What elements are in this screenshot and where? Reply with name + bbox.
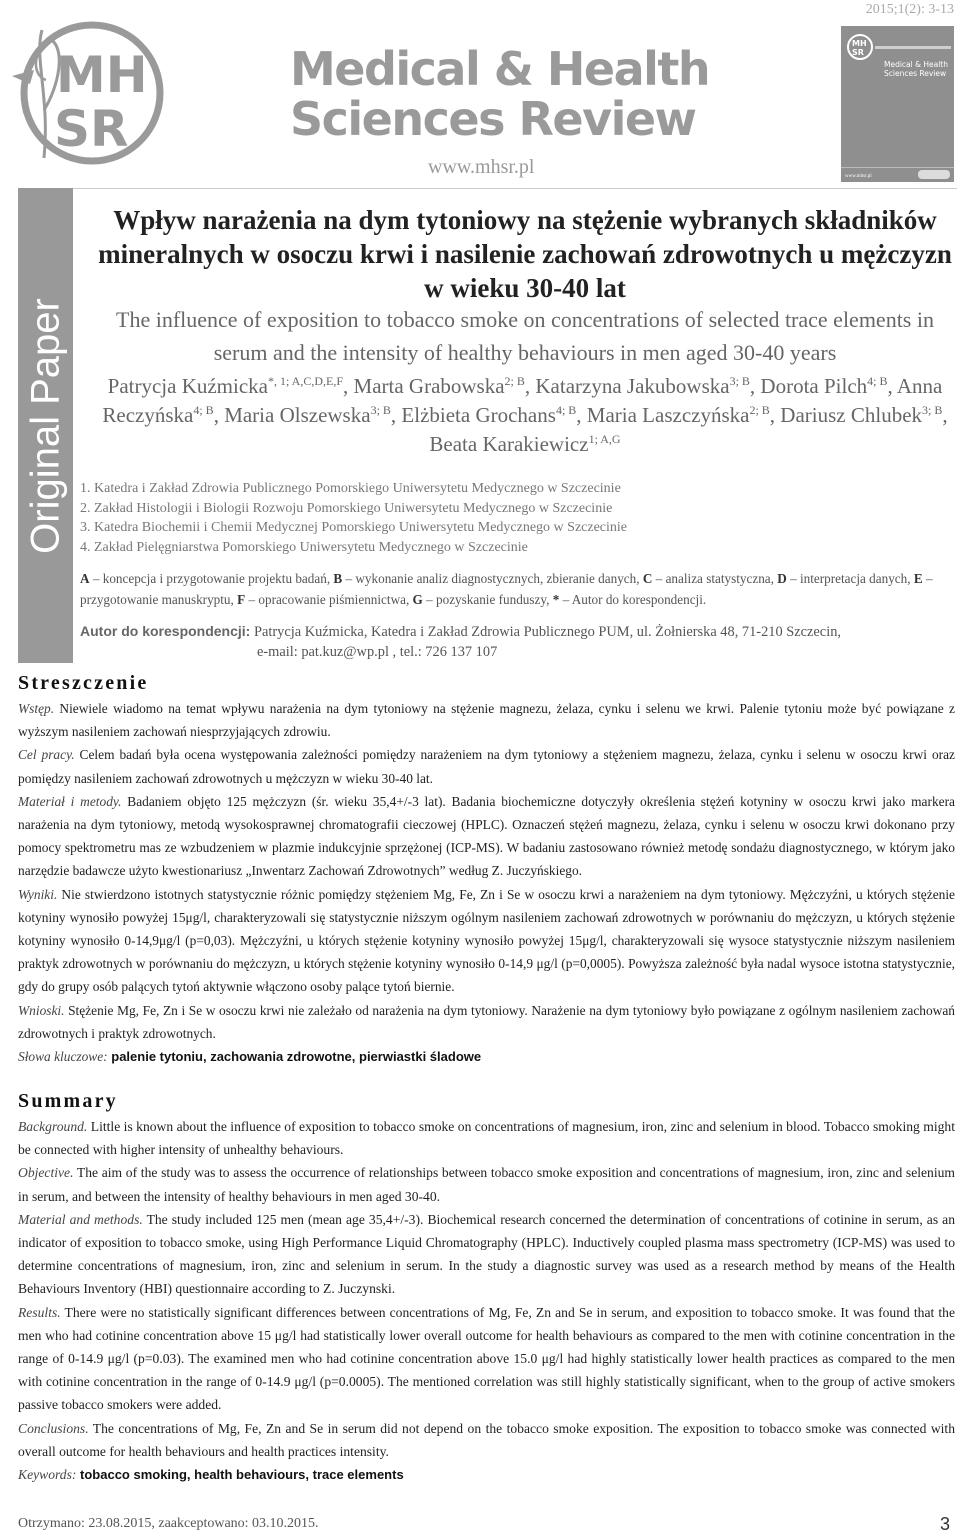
paragraph-text: Badaniem objęto 125 mężczyzn (śr. wieku 35,4+/-3 lat). Badania biochemiczne dotyczyły określenia stężeń kotyniny w osoczu krwi jako markera narażenia na dym tytoniowy, metodą wysokosprawnej chromatografii cieczowej (HPLC). Oznaczeń stężeń magnezu, żelaza, cynku i selenu w osoczu krwi dokonano przy pomocy spektrometru mas ze wzbudzeniem w plazmie indukcyjnie sprzężonej (ICP-MS). W badaniu zastosowano również metodę sondażu diagnostycznego, w którym jako narzędzie badawcze użyto kwestionariusz „Inwentarz Zachowań Zdrowotnych” według Z. Juczyńskiego. (18, 793, 955, 879)
abstract-paragraph (18, 1301, 955, 1417)
mhsr-logo-mark (4, 18, 176, 168)
svg-text:SR: SR (852, 48, 864, 57)
paragraph-text: Stężenie Mg, Fe, Zn i Se w osoczu krwi nie zależało od narażenia na dym tytoniowy. Narażenie na dym tytoniowy było powiązane z ogólnym nasileniem zachowań zdrowotnych i praktyk zdrowotnych. (18, 1002, 955, 1041)
paragraph-label: Results. (18, 1304, 61, 1320)
paragraph-label: Background. (18, 1119, 88, 1134)
author-affiliation-marker: 2; B (749, 403, 770, 417)
author-affiliation-marker: 3; B (729, 374, 750, 388)
paragraph-label: Materiał i metody. (18, 793, 122, 809)
journal-logo (4, 18, 176, 168)
author-separator: , (524, 374, 536, 398)
paragraph-label: Wstęp. (18, 701, 55, 716)
author-separator: , (749, 374, 761, 398)
author-name: Dariusz Chlubek (780, 403, 923, 427)
cover-title: Medical & Health Sciences Review (884, 60, 948, 78)
contribution-key: G (412, 592, 423, 607)
article-type-label (18, 188, 73, 663)
author-affiliation-marker: 4; B (555, 403, 577, 417)
author-name: Katarzyna Jakubowska (535, 374, 730, 398)
paragraph-label: Wnioski. (18, 1002, 65, 1018)
keywords-list: palenie tytoniu, zachowania zdrowotne, pierwiastki śladowe (107, 1049, 482, 1065)
logo-text-sr: SR (54, 100, 129, 158)
cover-url: www.mhsr.pl (845, 174, 872, 179)
abstract-paragraph (18, 1161, 955, 1207)
contribution-text: – przygotowanie manuskryptu, (80, 571, 933, 607)
paragraph-text: Little is known about the influence of exposition to tobacco smoke on concentrations of magnesium, iron, zinc and selenium in blood. Tobacco smoking might be connected with higher intensity of unhealthy behaviours. (18, 1119, 955, 1158)
keywords (18, 1045, 955, 1068)
author-name: Anna Reczyńska (102, 374, 943, 427)
paragraph-label: Conclusions. (18, 1420, 89, 1436)
author-name: Patrycja Kuźmicka (107, 374, 268, 398)
article-type-text: Original Paper (23, 297, 67, 554)
keywords-label: Słowa kluczowe: (18, 1049, 108, 1065)
contribution-text: – wykonanie analiz diagnostycznych, zbieranie danych, (342, 571, 643, 586)
author-contributions (80, 568, 954, 610)
contribution-text: – interpretacja danych, (786, 571, 914, 586)
author-name: Beata Karakiewicz (429, 432, 589, 456)
author-affiliation-marker: 4; B (867, 374, 888, 388)
affiliation-line: 4. Zakład Pielęgniarstwa Pomorskiego Uniwersytetu Medycznego w Szczecinie (80, 539, 528, 555)
author-name: Marta Grabowska (353, 374, 505, 398)
abstract-paragraph (18, 1115, 955, 1161)
article-title-english: The influence of exposition to tobacco smoke on concentrations of selected trace elements in serum and the intensity of healthy behaviours in men aged 30-40 years (116, 307, 934, 365)
abstract-english (18, 1115, 955, 1486)
abstract-paragraph (18, 1417, 955, 1463)
journal-name-line2: Sciences Review (290, 92, 696, 146)
contribution-text: – opracowanie piśmiennictwa, (245, 592, 413, 607)
affiliation-line: 3. Katedra Biochemii i Chemii Medycznej Pomorskiego Uniwersytetu Medycznego w Szczecinie (80, 520, 628, 535)
contribution-key: * (552, 592, 560, 607)
cover-publisher-badge (918, 170, 950, 179)
heading-summary: Summary (18, 1090, 118, 1112)
abstract-paragraph (18, 697, 955, 743)
paragraph-text: The aim of the study was to assess the occurrence of relationships between tobacco smoke exposition and concentrations of magnesium, iron, zinc and selenium in serum, and between the intensity of healthy behaviours in men aged 30-40. (18, 1165, 955, 1204)
paragraph-text: There were no statistically significant differences between concentrations of Mg, Fe, Zn and Se in serum, and exposition to tobacco smoke. It was found that the men who had cotinine concentration above 15 μg/l had statistically lower overall outcome for health behaviours as compared to the men with cotinine concentration in the range of 0-14.9 μg/l (p=0.03). The examined men who had cotinine concentration above 15.0 μg/l had highly statistically lower health practices as compared to the men with cotinine concentration in the range of 0-14.9 μg/l (p=0.0005). The mentioned correlation was still highly statistically significant, when to the group of active smokers passive tobacco smokers were added. (18, 1304, 955, 1413)
author-separator: , (887, 374, 897, 398)
affiliation-line: 2. Zakład Histologii i Biologii Rozwoju Pomorskiego Uniwersytetu Medycznego w Szczecinie (80, 500, 613, 516)
header-divider (73, 188, 957, 189)
affiliation-line: 1. Katedra i Zakład Zdrowia Publicznego Pomorskiego Uniwersytetu Medycznego w Szczecinie (80, 481, 621, 496)
contribution-text: – analiza statystyczna, (652, 571, 778, 586)
correspondence-contact: e-mail: pat.kuz@wp.pl , tel.: 726 137 107 (257, 644, 498, 660)
author-name: Elżbieta Grochans (401, 403, 556, 427)
author-affiliation-marker: 4; B (193, 403, 214, 417)
author-list (96, 372, 954, 459)
author-affiliation-marker: 3; B (922, 403, 943, 417)
keywords (18, 1463, 955, 1486)
cover-info-bar (875, 46, 951, 49)
paragraph-label: Material and methods. (18, 1211, 143, 1227)
correspondence (80, 621, 954, 662)
abstract-paragraph (18, 999, 955, 1045)
contribution-text: – pozyskanie funduszy, (422, 592, 553, 607)
logo-text-mh: MH (56, 46, 148, 104)
contribution-key: D (777, 571, 787, 586)
contribution-key: A (80, 571, 90, 586)
issue-citation: 2015;1(2): 3-13 (865, 2, 954, 17)
contribution-key: B (333, 571, 343, 586)
author-separator: , (390, 403, 402, 427)
abstract-paragraph (18, 883, 955, 999)
contribution-key: C (642, 571, 653, 586)
author-separator: , (769, 403, 781, 427)
paragraph-text: Niewiele wiadomo na temat wpływu narażenia na dym tytoniowy na stężenie magnezu, żelaza, cynku i selenu we krwi. Palenie tytoniu może być powiązane z wyższym nasileniem zachowań niesprzyjających zdrowiu. (18, 701, 955, 740)
author-name: Maria Olszewska (224, 403, 371, 427)
cover-divider (841, 167, 954, 168)
page-number: 3 (939, 1514, 950, 1534)
author-affiliation-marker: 2; B (504, 374, 525, 388)
journal-url[interactable]: www.mhsr.pl (428, 156, 535, 178)
contribution-text: – Autor do korespondencji. (559, 592, 707, 607)
journal-name-line1: Medical & Health (290, 42, 710, 96)
paragraph-text: The study included 125 men (mean age 35,4+/-3). Biochemical research concerned the determination of concentrations of cotinine in serum, as an indicator of exposition to tobacco smoke, using High Performance Liquid Chromatography (HPLC). Inductively coupled plasma mass spectrometry (ICP-MS) was used to determine concentrations of magnesium, iron, zinc and selenium in serum. In the study a diagnostic survey was used as a research method by means of the Health Behaviours Inventory (HBI) questionnaire according to Z. Juczynski. (18, 1211, 955, 1297)
author-affiliation-marker: *, 1; A,C,D,E,F (268, 374, 344, 388)
cover-logo-icon (845, 32, 875, 62)
author-affiliation-marker: 1; A,G (588, 432, 621, 446)
contribution-key: E (913, 571, 923, 586)
author-separator: , (343, 374, 354, 398)
author-separator: , (213, 403, 225, 427)
correspondence-address: Patrycja Kuźmicka, Katedra i Zakład Zdrowia Publicznego PUM, ul. Żołnierska 48, 71-210 Szczecin, (250, 624, 841, 640)
paragraph-label: Wyniki. (18, 886, 58, 902)
paragraph-label: Cel pracy. (18, 747, 75, 763)
contribution-text: – koncepcja i przygotowanie projektu badań, (89, 571, 334, 586)
affiliations (80, 479, 950, 557)
author-affiliation-marker: 3; B (370, 403, 391, 417)
author-separator: , (576, 403, 587, 427)
abstract-paragraph (18, 743, 955, 789)
paragraph-label: Objective. (18, 1165, 74, 1181)
heading-streszczenie: Streszczenie (18, 672, 149, 694)
author-separator: , (942, 403, 948, 427)
contribution-key: F (237, 592, 246, 607)
paragraph-text: Celem badań była ocena występowania zależności pomiędzy narażeniem na dym tytoniowy a stężeniem magnezu, żelaza, cynku i selenu w osoczu krwi oraz pomiędzy nasileniem zachowań zdrowotnych u mężczyzn w wieku 30-40 lat. (18, 747, 955, 786)
keywords-list: tobacco smoking, health behaviours, trace elements (76, 1467, 404, 1483)
abstract-paragraph (18, 1208, 955, 1301)
journal-name (290, 44, 710, 144)
abstract-paragraph (18, 790, 955, 883)
paragraph-text: Nie stwierdzono istotnych statystycznie różnic pomiędzy stężeniem Mg, Fe, Zn i Se w osoczu krwi a narażeniem na dym tytoniowy. Mężczyźni, u których stężenie kotyniny wynosiło powyżej 15μg/l, charakteryzowali się statystycznie niższym ogólnym nasileniem zachowań zdrowotnych w porównaniu do mężczyzn, u których stężenie kotyniny wynosiło 0-14,9μg/l (p=0,03). Mężczyźni, u których stężenie kotyniny wynosiło powyżej 15μg/l, charakteryzowali się wysoce statystycznie niższym nasileniem praktyk zdrowotnych w porównaniu do mężczyzn, u których stężenie kotyniny wynosiło 0-14,9 μg/l (p=0,0005). Powyższa zależność była nadal wysoce istotna statystycznie, gdy do grupy osób palących tytoń aktywnie włączono osoby palące tytoń biernie. (18, 886, 955, 995)
svg-text:MH: MH (852, 39, 867, 48)
article-title-polish: Wpływ narażenia na dym tytoniowy na stężenie wybranych składników mineralnych w osoczu krwi i nasilenie zachowań zdrowotnych u mężczyzn w wieku 30-40 lat (98, 205, 952, 303)
keywords-label: Keywords: (18, 1467, 77, 1483)
correspondence-label: Autor do korespondencji: (80, 623, 251, 639)
paragraph-text: The concentrations of Mg, Fe, Zn and Se in serum did not depend on the tobacco smoke exposition. The exposition to tobacco smoke was connected with overall outcome for health behaviours and health practices intensity. (18, 1420, 955, 1459)
journal-cover-thumbnail (841, 26, 954, 182)
author-name: Dorota Pilch (760, 374, 868, 398)
received-accepted-dates: Otrzymano: 23.08.2015, zaakceptowano: 03.10.2015. (18, 1516, 319, 1531)
abstract-polish (18, 697, 955, 1068)
author-name: Maria Laszczyńska (586, 403, 750, 427)
